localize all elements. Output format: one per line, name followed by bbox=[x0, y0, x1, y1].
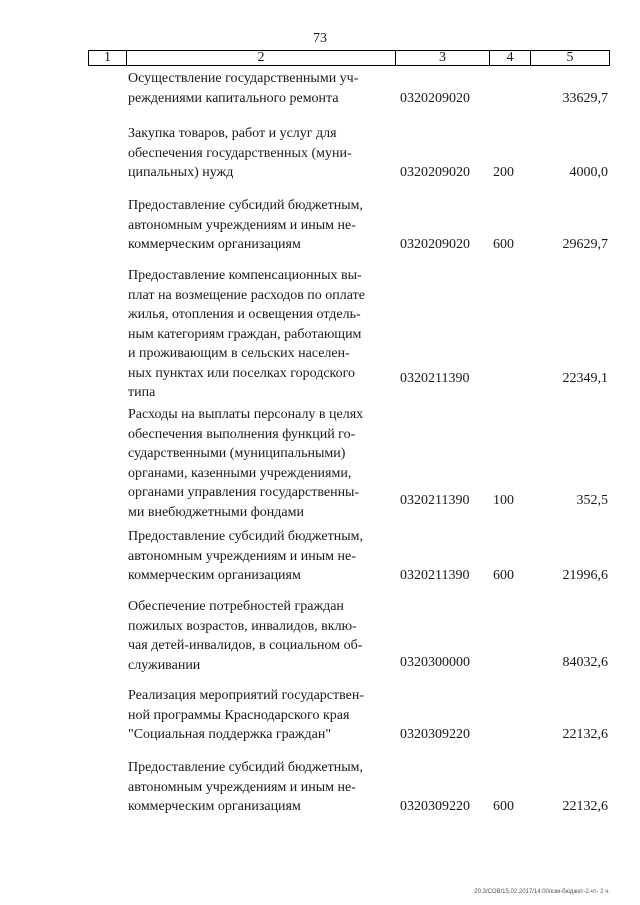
desc-line: служивании bbox=[128, 657, 201, 673]
row-code: 0320211390 bbox=[400, 371, 470, 386]
row-code: 0320211390 bbox=[400, 568, 470, 583]
desc-line: автономным учреждениям и иным не- bbox=[128, 548, 356, 564]
desc-line: Предоставление субсидий бюджетным, bbox=[128, 198, 364, 213]
desc-line: Закупка товаров, работ и услуг для bbox=[128, 126, 337, 141]
desc-line: Реализация мероприятий государствен- bbox=[128, 688, 365, 703]
row-description bbox=[128, 597, 386, 675]
row-amount: 22132,6 bbox=[562, 799, 608, 814]
desc-line: коммерческим организациям bbox=[128, 799, 301, 814]
row-amount: 84032,6 bbox=[562, 655, 608, 670]
row-code: 0320309220 bbox=[400, 727, 470, 742]
row-code: 0320209020 bbox=[400, 90, 470, 106]
desc-line: Осуществление государственными уч- bbox=[128, 71, 359, 86]
page-number: 73 bbox=[313, 31, 327, 46]
desc-line: органами управления государственны- bbox=[128, 485, 360, 500]
header-col-2: 2 bbox=[127, 51, 396, 65]
desc-line: ной программы Краснодарского края bbox=[128, 707, 350, 723]
desc-line: Обеспечение потребностей граждан bbox=[128, 599, 344, 614]
row-expense-type: 200 bbox=[493, 165, 514, 180]
desc-line: пожилых возрастов, инвалидов, вклю- bbox=[128, 618, 357, 634]
row-description bbox=[128, 405, 386, 522]
header-col-5: 5 bbox=[566, 50, 574, 65]
row-description bbox=[128, 266, 386, 403]
row-code: 0320209020 bbox=[400, 165, 470, 180]
desc-line: автономным учреждениям и иным не- bbox=[128, 779, 356, 795]
desc-line: Предоставление компенсационных вы- bbox=[128, 268, 362, 283]
row-description bbox=[128, 124, 386, 183]
desc-line: Предоставление субсидий бюджетным, bbox=[128, 529, 364, 544]
desc-line: обеспечения выполнения функций го- bbox=[128, 426, 356, 442]
row-description bbox=[128, 758, 386, 817]
row-amount: 352,5 bbox=[576, 493, 608, 508]
row-code: 0320309220 bbox=[400, 799, 470, 814]
row-code: 0320211390 bbox=[400, 493, 470, 508]
header-col-1: 1 bbox=[89, 51, 127, 65]
row-expense-type: 100 bbox=[493, 493, 514, 508]
desc-line: коммерческим организациям bbox=[128, 237, 301, 252]
desc-line: органами, казенными учреждениями, bbox=[128, 465, 352, 481]
desc-line: и проживающим в сельских населен- bbox=[128, 346, 350, 361]
row-expense-type: 600 bbox=[493, 799, 514, 814]
desc-line: жилья, отопления и освещения отдель- bbox=[128, 307, 361, 322]
desc-line: типа bbox=[128, 385, 156, 400]
desc-line: коммерческим организациям bbox=[128, 568, 301, 583]
row-description bbox=[128, 686, 386, 745]
desc-line: ми внебюджетными фондами bbox=[128, 504, 304, 520]
row-description bbox=[128, 69, 386, 108]
desc-line: плат на возмещение расходов по оплате bbox=[128, 287, 365, 303]
desc-line: ципальных) нужд bbox=[128, 165, 234, 180]
document-footer: 20.3/СОВ/15.02.2017/14:00/кзм-бюджет-2-чт- 2 ч. bbox=[474, 889, 610, 895]
desc-line: чая детей-инвалидов, в социальном об- bbox=[128, 638, 363, 653]
row-amount: 29629,7 bbox=[562, 237, 608, 252]
row-expense-type: 600 bbox=[493, 237, 514, 252]
desc-line: Предоставление субсидий бюджетным, bbox=[128, 760, 364, 775]
header-col-3: 3 bbox=[396, 51, 490, 65]
row-code: 0320300000 bbox=[400, 655, 470, 670]
desc-line: обеспечения государственных (муни- bbox=[128, 145, 352, 161]
row-amount: 22349,1 bbox=[562, 371, 608, 386]
row-amount: 22132,6 bbox=[562, 727, 608, 742]
row-description bbox=[128, 527, 386, 586]
row-amount: 33629,7 bbox=[562, 90, 608, 106]
desc-line: "Социальная поддержка граждан" bbox=[128, 727, 332, 742]
row-description bbox=[128, 196, 386, 255]
desc-line: ным категориям граждан, работающим bbox=[128, 326, 362, 342]
row-expense-type: 600 bbox=[493, 568, 514, 583]
row-code: 0320209020 bbox=[400, 237, 470, 252]
desc-line: Расходы на выплаты персоналу в целях bbox=[128, 407, 364, 422]
desc-line: сударственными (муниципальными) bbox=[128, 446, 346, 461]
row-amount: 21996,6 bbox=[562, 568, 608, 583]
header-col-4: 4 bbox=[490, 51, 531, 65]
row-amount: 4000,0 bbox=[569, 165, 608, 180]
desc-line: реждениями капитального ремонта bbox=[128, 90, 339, 106]
desc-line: ных пунктах или поселках городского bbox=[128, 365, 356, 381]
desc-line: автономным учреждениям и иным не- bbox=[128, 217, 356, 233]
